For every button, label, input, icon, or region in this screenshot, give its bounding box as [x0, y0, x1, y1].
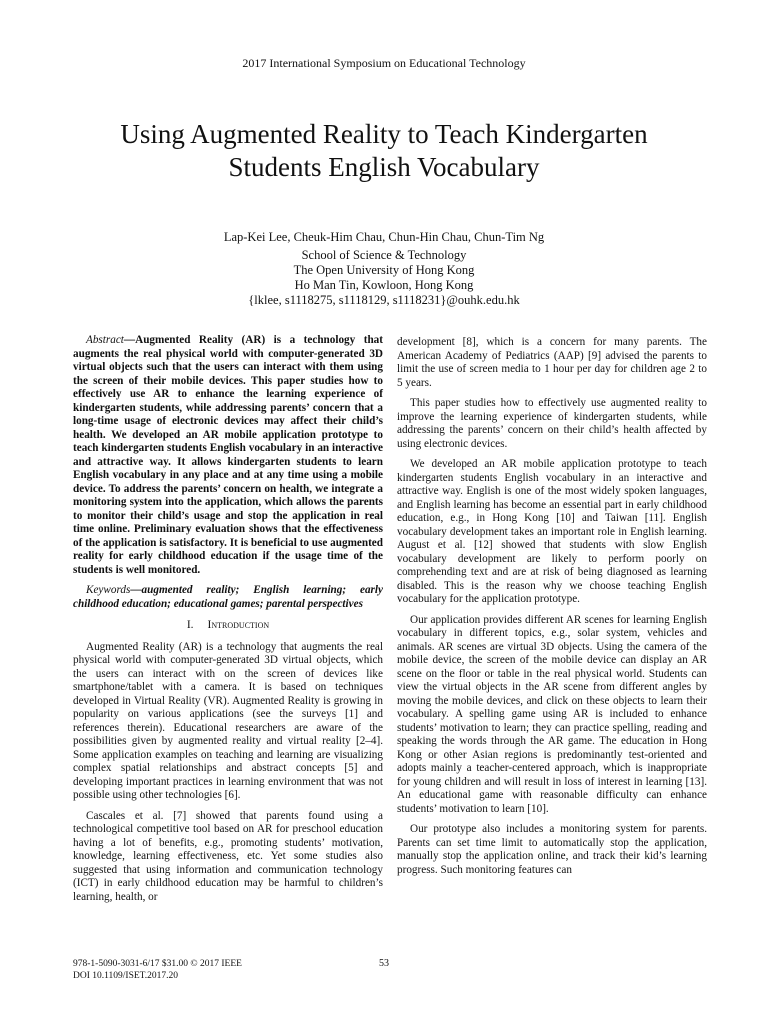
affiliation-line: The Open University of Hong Kong: [293, 263, 475, 277]
paragraph: Our application provides different AR scenes for learning English vocabulary in different topics, e.g., solar system, vehicles and animals. AR scenes are virtual 3D objects. Using the camera of the mobile device, the screen of the mobile device can display an AR scene on the floor or table in the real physical world. Students can view the virtual objects in the AR scene from different angles by moving the mobile devices, and click on these objects to learn their vocabulary. A spelling game using AR is included to enhance students’ motivation to learn; they can practice spelling, reading and speaking the words through the AR game. The education in Hong Kong or other Asian regions is predominantly test-oriented and adopts mainly a teacher-centered approach, which is inappropriate for young children and will result in loss of interest in learning [13]. An educational game with reasonable difficulty can enhance students’ motivation to learn [10].: [397, 613, 707, 815]
conference-header: 2017 International Symposium on Educational Technology: [242, 56, 526, 70]
title-line-2: Students English Vocabulary: [228, 152, 540, 182]
abstract-lead: Abstract: [86, 334, 124, 346]
affiliation-line: Ho Man Tin, Kowloon, Hong Kong: [294, 278, 474, 292]
paragraph-continued: development [8], which is a concern for many parents. The American Academy of Pediatrics (AAP) [9] advised the parents to limit the use of screen media to 1 hour per day for children age 2 to 5 years.: [397, 336, 707, 389]
paragraph: Our prototype also includes a monitoring system for parents. Parents can set time limit to automatically stop the application, manually stop the application online, and track their kid’s learning progress. Such monitoring features can: [397, 823, 707, 876]
abstract: [73, 334, 383, 577]
right-column: [397, 336, 707, 884]
abstract-body: —Augmented Reality (AR) is a technology that augments the real physical world with computer-generated 3D virtual objects such that the users can interact with them using the screen of their mobile devices. This paper studies how to effectively use AR to enhance the learning experience of kindergarten students, while addressing parents’ concern that a long-time usage of electronic devices may affect their child’s health. We developed an AR mobile application prototype to teach kindergarten students English vocabulary in an interactive and attractive way. It allows kindergarten students to learn English vocabulary in any place and at any time using a mobile device. To address the parents’ concern on health, we integrate a monitoring system into the application, which allows the parents to monitor their child’s usage and stop the application in real time online. Preliminary evaluation shows that the effectiveness of the application is satisfactory. It is beneficial to use augmented reality for early childhood education if the usage time of the students is well monitored.: [73, 334, 383, 576]
title-line-1: Using Augmented Reality to Teach Kindergarten: [120, 119, 648, 149]
page-number: 53: [379, 958, 389, 969]
footer-isbn: 978-1-5090-3031-6/17 $31.00 © 2017 IEEE: [73, 959, 242, 969]
keywords-lead: Keywords: [86, 584, 131, 596]
footer-doi: DOI 10.1109/ISET.2017.20: [73, 971, 179, 981]
paragraph: Cascales et al. [7] showed that parents found using a technological competitive tool based on AR for preschool education having a lot of benefits, e.g., promoting students’ motivation, knowledge, learning effectiveness, etc. Yet some studies also suggested that using information and communication technology (ICT) in early childhood education may be harmful to children’s learning, health, or: [73, 809, 383, 903]
affiliation-line: School of Science & Technology: [301, 248, 467, 262]
left-column: [73, 334, 383, 911]
paragraph: This paper studies how to effectively use augmented reality to improve the learning experience of kindergarten students, while addressing the parents’ concern on their child’s health affected by using electronic devices.: [397, 397, 707, 450]
author-names: Lap-Kei Lee, Cheuk-Him Chau, Chun-Hin Chau, Chun-Tim Ng: [223, 230, 545, 244]
paragraph: We developed an AR mobile application prototype to teach kindergarten students English vocabulary in an interactive and attractive way. English is one of the most widely spoken languages, and English learning has become an essential part in early childhood education, e.g., in Hong Kong [10] and Taiwan [11]. English vocabulary development takes an important role in English learning. August et al. [12] showed that students with slow English vocabulary development are likely to perform poorly on comprehending text and are at risk of being diagnosed as learning disabled. This is the reason why we choose teaching English vocabulary for the application prototype.: [397, 458, 707, 605]
keywords-body: —augmented reality; English learning; early childhood education; educational games; parental perspectives: [73, 584, 383, 610]
section-heading: [73, 619, 383, 633]
section-title: Introduction: [207, 619, 270, 631]
author-emails: {lklee, s1118275, s1118129, s1118231}@ouhk.edu.hk: [248, 293, 520, 307]
author-block: [0, 230, 768, 308]
paragraph: Augmented Reality (AR) is a technology that augments the real physical world with computer-generated 3D virtual objects, which the users can interact with on the screen of devices like smartphone/tablet with a camera. It is based on techniques developed in Virtual Reality (VR). Augmented Reality is growing in popularity on various applications (see the surveys [1] and references therein). Educational researchers are aware of the possibilities given by augmented reality and virtual reality [2–4]. Some application examples on teaching and learning are visualizing complex spatial relationships and abstract concepts [5] and developing important practices in learning environment that was not possible using other technologies [6].: [73, 640, 383, 801]
paper-title: [40, 118, 728, 184]
section-number: I.: [186, 619, 194, 631]
keywords: [73, 584, 383, 611]
